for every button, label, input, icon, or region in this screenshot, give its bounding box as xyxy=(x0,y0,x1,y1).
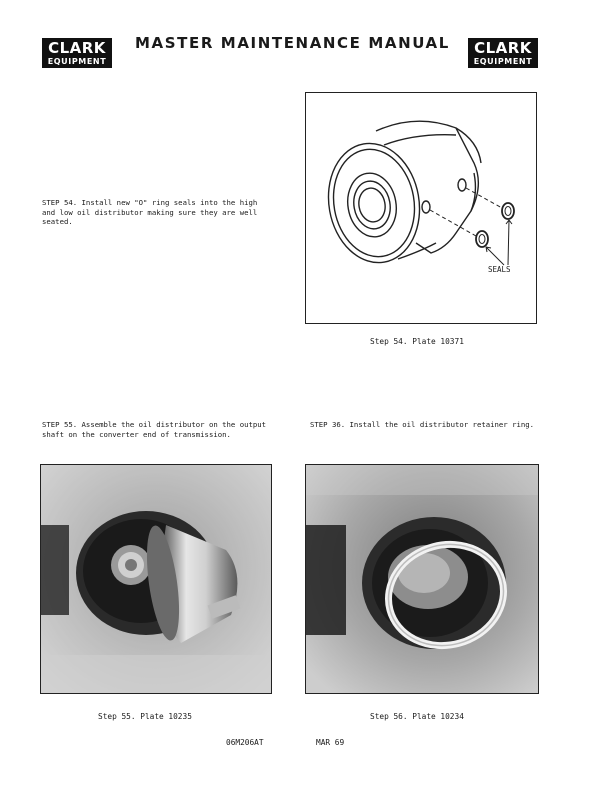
logo-brand: CLARK xyxy=(474,39,532,57)
seals-label: SEALS xyxy=(488,265,511,274)
step-55-caption: Step 55. Plate 10235 xyxy=(98,712,192,721)
step-56-caption: Step 56. Plate 10234 xyxy=(370,712,464,721)
clark-logo-left xyxy=(42,38,112,68)
step-54-caption: Step 54. Plate 10371 xyxy=(370,337,464,346)
logo-brand: CLARK xyxy=(48,39,106,57)
converter-end-photo xyxy=(41,465,271,693)
logo-sub: EQUIPMENT xyxy=(473,57,533,66)
logo-sub: EQUIPMENT xyxy=(47,57,107,66)
doc-date: MAR 69 xyxy=(316,738,345,747)
step-56-text: STEP 36. Install the oil distributor retainer ring. xyxy=(310,420,535,429)
step-54-figure xyxy=(305,92,537,324)
step-54-text: STEP 54. Install new "O" ring seals into the high and low oil distributor making sure they are well seated. xyxy=(42,198,258,226)
doc-code: 06M206AT xyxy=(226,738,264,747)
clark-logo-right xyxy=(468,38,538,68)
step-55-photo xyxy=(40,464,272,694)
oil-distributor-drawing xyxy=(306,93,536,323)
retainer-ring-photo xyxy=(306,465,538,693)
step-55-text: STEP 55. Assemble the oil distributor on the output shaft on the converter end of transmission. xyxy=(42,420,267,439)
step-56-photo xyxy=(305,464,539,694)
page-title: MASTER MAINTENANCE MANUAL xyxy=(135,34,450,52)
